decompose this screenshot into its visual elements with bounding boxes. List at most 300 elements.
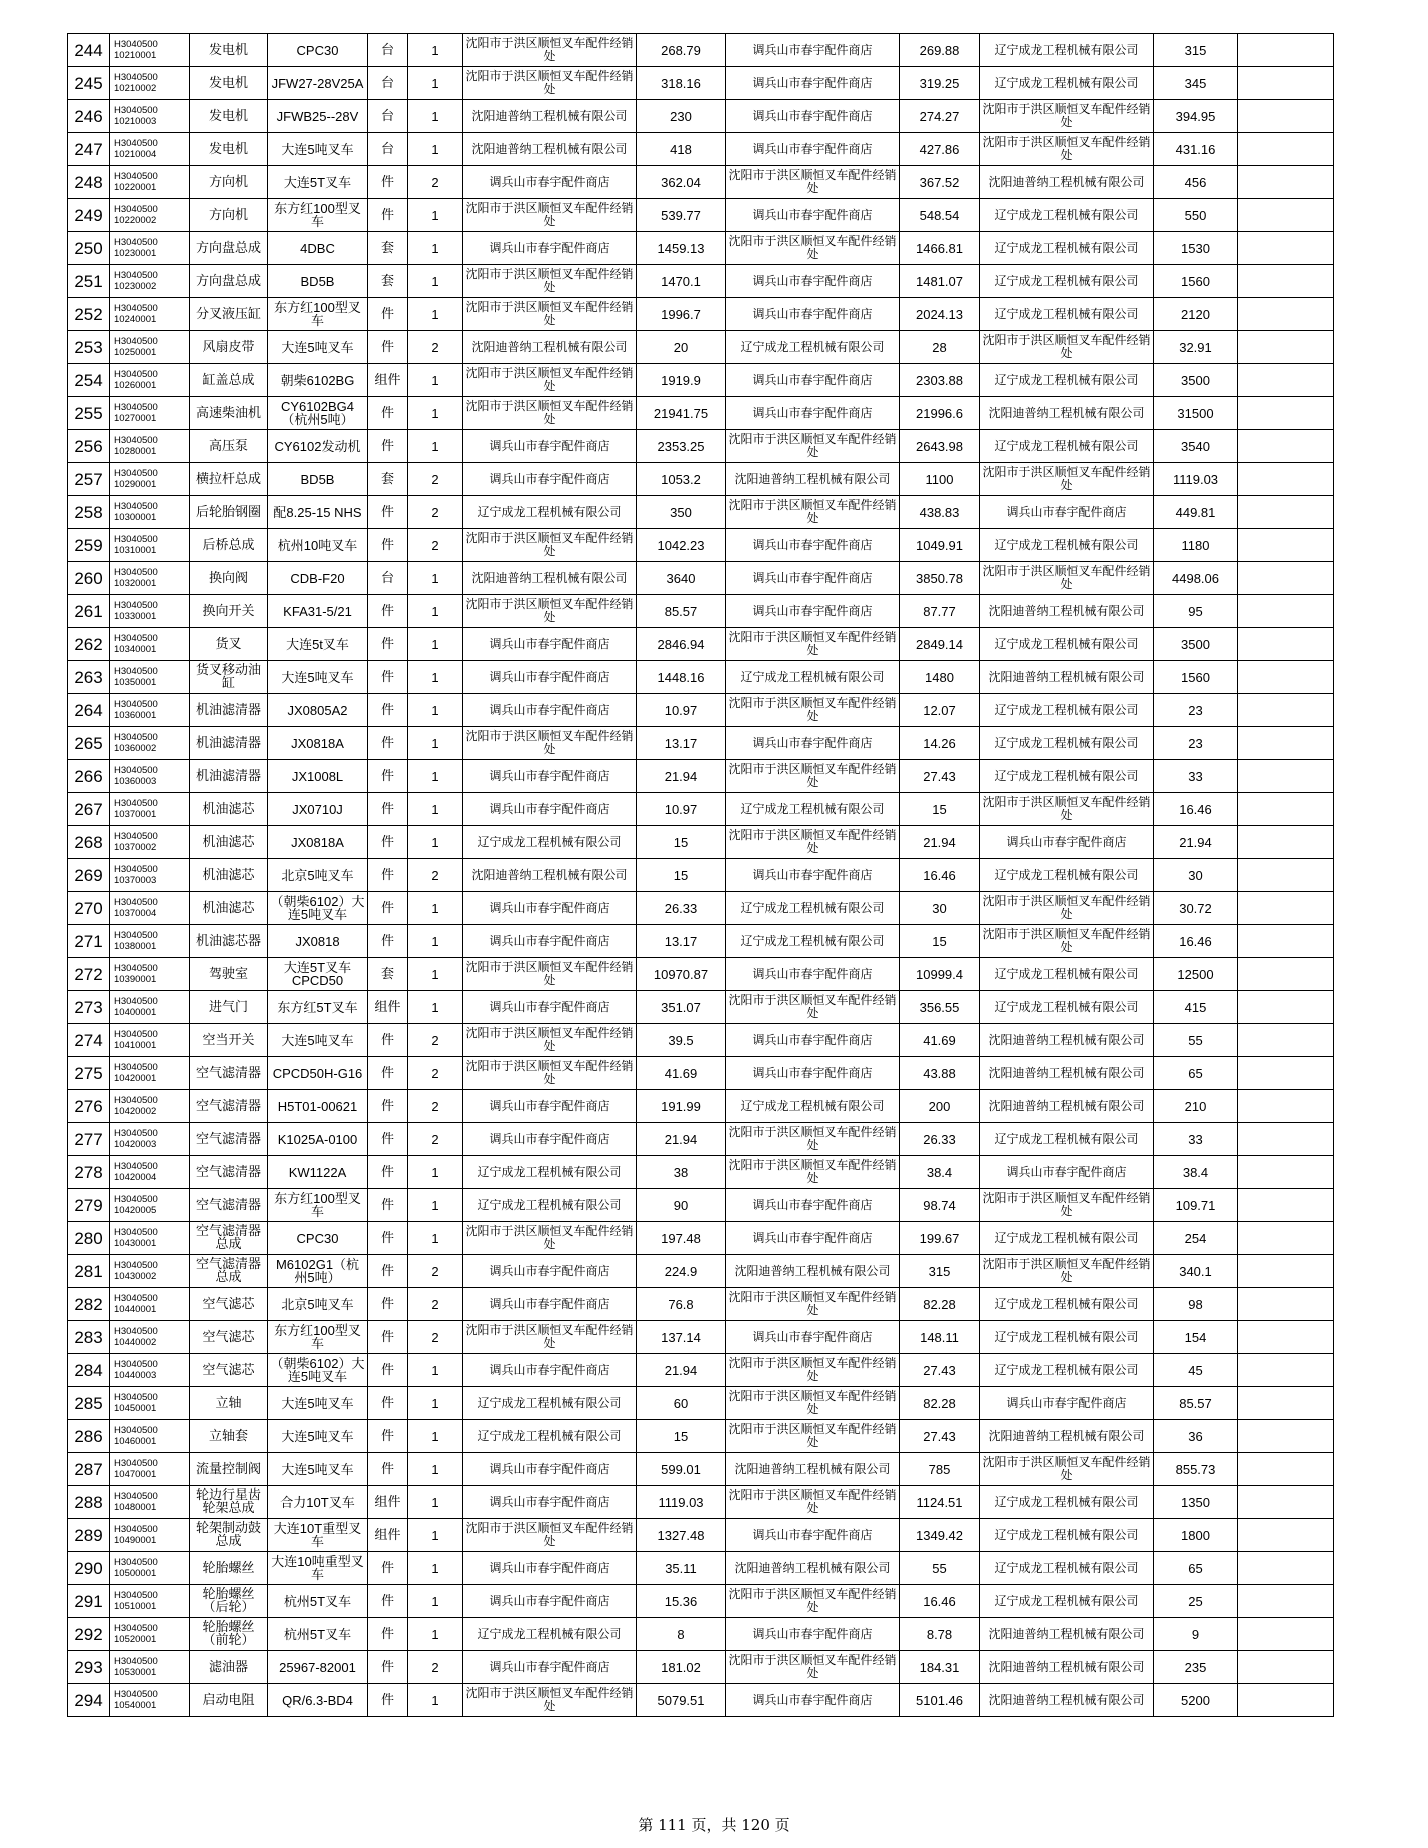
supplier-1-cell: 沈阳迪普纳工程机械有限公司 bbox=[463, 331, 637, 364]
item-name-cell: 空气滤清器 bbox=[190, 1156, 268, 1189]
supplier-1-cell: 辽宁成龙工程机械有限公司 bbox=[463, 826, 637, 859]
price-3-cell: 550 bbox=[1154, 199, 1238, 232]
row-number-cell: 286 bbox=[68, 1420, 110, 1453]
material-code-cell: H3040500 10500001 bbox=[110, 1552, 190, 1585]
supplier-2-cell: 调兵山市春宇配件商店 bbox=[726, 595, 900, 628]
supplier-2-cell: 调兵山市春宇配件商店 bbox=[726, 859, 900, 892]
supplier-3-cell: 沈阳迪普纳工程机械有限公司 bbox=[980, 1651, 1154, 1684]
price-1-cell: 85.57 bbox=[637, 595, 726, 628]
supplier-1-cell: 调兵山市春宇配件商店 bbox=[463, 1486, 637, 1519]
supplier-2-cell: 调兵山市春宇配件商店 bbox=[726, 364, 900, 397]
price-2-cell: 148.11 bbox=[900, 1321, 980, 1354]
unit-cell: 件 bbox=[368, 496, 408, 529]
material-code-cell: H3040500 10360001 bbox=[110, 694, 190, 727]
row-number-cell: 266 bbox=[68, 760, 110, 793]
price-1-cell: 15 bbox=[637, 859, 726, 892]
supplier-2-cell: 调兵山市春宇配件商店 bbox=[726, 1618, 900, 1651]
supplier-1-cell: 调兵山市春宇配件商店 bbox=[463, 991, 637, 1024]
price-3-cell: 65 bbox=[1154, 1552, 1238, 1585]
supplier-1-cell: 沈阳迪普纳工程机械有限公司 bbox=[463, 859, 637, 892]
row-number-cell: 255 bbox=[68, 397, 110, 430]
supplier-1-cell: 沈阳市于洪区顺恒叉车配件经销处 bbox=[463, 397, 637, 430]
material-code-cell: H3040500 10440003 bbox=[110, 1354, 190, 1387]
table-row bbox=[68, 793, 1334, 826]
supplier-2-cell: 调兵山市春宇配件商店 bbox=[726, 727, 900, 760]
material-code-cell: H3040500 10210001 bbox=[110, 34, 190, 67]
quantity-cell: 1 bbox=[408, 1354, 463, 1387]
supplier-3-cell: 沈阳市于洪区顺恒叉车配件经销处 bbox=[980, 1255, 1154, 1288]
remarks-cell bbox=[1238, 397, 1334, 430]
price-1-cell: 21.94 bbox=[637, 1123, 726, 1156]
remarks-cell bbox=[1238, 694, 1334, 727]
price-1-cell: 1996.7 bbox=[637, 298, 726, 331]
remarks-cell bbox=[1238, 1453, 1334, 1486]
price-2-cell: 55 bbox=[900, 1552, 980, 1585]
item-name-cell: 发电机 bbox=[190, 100, 268, 133]
remarks-cell bbox=[1238, 232, 1334, 265]
table-row bbox=[68, 628, 1334, 661]
item-name-cell: 机油滤芯 bbox=[190, 793, 268, 826]
table-row bbox=[68, 1156, 1334, 1189]
material-code-cell: H3040500 10400001 bbox=[110, 991, 190, 1024]
row-number-cell: 284 bbox=[68, 1354, 110, 1387]
row-number-cell: 283 bbox=[68, 1321, 110, 1354]
supplier-2-cell: 沈阳市于洪区顺恒叉车配件经销处 bbox=[726, 1585, 900, 1618]
item-name-cell: 启动电阻 bbox=[190, 1684, 268, 1717]
price-1-cell: 1042.23 bbox=[637, 529, 726, 562]
item-spec-cell: CY6102发动机 bbox=[268, 430, 368, 463]
item-name-cell: 高速柴油机 bbox=[190, 397, 268, 430]
unit-cell: 件 bbox=[368, 529, 408, 562]
unit-cell: 套 bbox=[368, 958, 408, 991]
price-3-cell: 235 bbox=[1154, 1651, 1238, 1684]
price-1-cell: 60 bbox=[637, 1387, 726, 1420]
price-1-cell: 21.94 bbox=[637, 1354, 726, 1387]
supplier-3-cell: 辽宁成龙工程机械有限公司 bbox=[980, 1585, 1154, 1618]
unit-cell: 件 bbox=[368, 892, 408, 925]
table-row bbox=[68, 1519, 1334, 1552]
price-1-cell: 2353.25 bbox=[637, 430, 726, 463]
item-spec-cell: QR/6.3-BD4 bbox=[268, 1684, 368, 1717]
supplier-3-cell: 沈阳市于洪区顺恒叉车配件经销处 bbox=[980, 793, 1154, 826]
unit-cell: 件 bbox=[368, 199, 408, 232]
unit-cell: 件 bbox=[368, 1354, 408, 1387]
remarks-cell bbox=[1238, 1486, 1334, 1519]
material-code-cell: H3040500 10300001 bbox=[110, 496, 190, 529]
table-row bbox=[68, 463, 1334, 496]
supplier-2-cell: 调兵山市春宇配件商店 bbox=[726, 199, 900, 232]
quantity-cell: 1 bbox=[408, 1684, 463, 1717]
unit-cell: 组件 bbox=[368, 991, 408, 1024]
unit-cell: 台 bbox=[368, 133, 408, 166]
price-1-cell: 268.79 bbox=[637, 34, 726, 67]
supplier-1-cell: 沈阳迪普纳工程机械有限公司 bbox=[463, 100, 637, 133]
price-3-cell: 36 bbox=[1154, 1420, 1238, 1453]
unit-cell: 件 bbox=[368, 859, 408, 892]
price-3-cell: 1560 bbox=[1154, 265, 1238, 298]
item-name-cell: 后桥总成 bbox=[190, 529, 268, 562]
price-2-cell: 184.31 bbox=[900, 1651, 980, 1684]
price-2-cell: 21.94 bbox=[900, 826, 980, 859]
row-number-cell: 261 bbox=[68, 595, 110, 628]
unit-cell: 件 bbox=[368, 1387, 408, 1420]
remarks-cell bbox=[1238, 364, 1334, 397]
material-code-cell: H3040500 10540001 bbox=[110, 1684, 190, 1717]
price-1-cell: 1470.1 bbox=[637, 265, 726, 298]
supplier-3-cell: 沈阳迪普纳工程机械有限公司 bbox=[980, 1024, 1154, 1057]
item-name-cell: 进气门 bbox=[190, 991, 268, 1024]
supplier-1-cell: 调兵山市春宇配件商店 bbox=[463, 166, 637, 199]
table-row bbox=[68, 265, 1334, 298]
material-code-cell: H3040500 10290001 bbox=[110, 463, 190, 496]
price-1-cell: 318.16 bbox=[637, 67, 726, 100]
item-spec-cell: 大连5吨叉车 bbox=[268, 1387, 368, 1420]
price-2-cell: 12.07 bbox=[900, 694, 980, 727]
price-1-cell: 5079.51 bbox=[637, 1684, 726, 1717]
price-3-cell: 340.1 bbox=[1154, 1255, 1238, 1288]
item-spec-cell: 大连10T重型叉车 bbox=[268, 1519, 368, 1552]
quantity-cell: 1 bbox=[408, 562, 463, 595]
supplier-1-cell: 调兵山市春宇配件商店 bbox=[463, 925, 637, 958]
row-number-cell: 258 bbox=[68, 496, 110, 529]
supplier-3-cell: 辽宁成龙工程机械有限公司 bbox=[980, 760, 1154, 793]
item-spec-cell: 大连5吨叉车 bbox=[268, 1453, 368, 1486]
supplier-3-cell: 辽宁成龙工程机械有限公司 bbox=[980, 694, 1154, 727]
supplier-1-cell: 调兵山市春宇配件商店 bbox=[463, 661, 637, 694]
table-row bbox=[68, 529, 1334, 562]
supplier-2-cell: 沈阳市于洪区顺恒叉车配件经销处 bbox=[726, 991, 900, 1024]
price-3-cell: 33 bbox=[1154, 1123, 1238, 1156]
unit-cell: 件 bbox=[368, 826, 408, 859]
item-spec-cell: 大连5T叉车CPCD50 bbox=[268, 958, 368, 991]
supplier-2-cell: 调兵山市春宇配件商店 bbox=[726, 1684, 900, 1717]
supplier-3-cell: 辽宁成龙工程机械有限公司 bbox=[980, 430, 1154, 463]
supplier-1-cell: 调兵山市春宇配件商店 bbox=[463, 1090, 637, 1123]
price-1-cell: 3640 bbox=[637, 562, 726, 595]
supplier-3-cell: 沈阳市于洪区顺恒叉车配件经销处 bbox=[980, 925, 1154, 958]
price-3-cell: 1560 bbox=[1154, 661, 1238, 694]
row-number-cell: 267 bbox=[68, 793, 110, 826]
quantity-cell: 1 bbox=[408, 1156, 463, 1189]
price-3-cell: 345 bbox=[1154, 67, 1238, 100]
row-number-cell: 256 bbox=[68, 430, 110, 463]
table-row bbox=[68, 991, 1334, 1024]
row-number-cell: 262 bbox=[68, 628, 110, 661]
table-body bbox=[68, 34, 1334, 1717]
quantity-cell: 1 bbox=[408, 694, 463, 727]
row-number-cell: 275 bbox=[68, 1057, 110, 1090]
table-row bbox=[68, 1354, 1334, 1387]
supplier-3-cell: 辽宁成龙工程机械有限公司 bbox=[980, 232, 1154, 265]
price-2-cell: 16.46 bbox=[900, 859, 980, 892]
supplier-2-cell: 沈阳市于洪区顺恒叉车配件经销处 bbox=[726, 166, 900, 199]
quantity-cell: 1 bbox=[408, 1519, 463, 1552]
row-number-cell: 287 bbox=[68, 1453, 110, 1486]
price-1-cell: 539.77 bbox=[637, 199, 726, 232]
page-footer: 第 111 页，共 120 页 bbox=[638, 1816, 790, 1834]
item-spec-cell: 北京5吨叉车 bbox=[268, 859, 368, 892]
material-code-cell: H3040500 10520001 bbox=[110, 1618, 190, 1651]
remarks-cell bbox=[1238, 661, 1334, 694]
supplier-1-cell: 调兵山市春宇配件商店 bbox=[463, 1123, 637, 1156]
supplier-1-cell: 沈阳市于洪区顺恒叉车配件经销处 bbox=[463, 1519, 637, 1552]
item-spec-cell: 合力10T叉车 bbox=[268, 1486, 368, 1519]
quantity-cell: 1 bbox=[408, 1453, 463, 1486]
material-code-cell: H3040500 10450001 bbox=[110, 1387, 190, 1420]
supplier-1-cell: 调兵山市春宇配件商店 bbox=[463, 232, 637, 265]
price-2-cell: 3850.78 bbox=[900, 562, 980, 595]
unit-cell: 套 bbox=[368, 265, 408, 298]
price-2-cell: 8.78 bbox=[900, 1618, 980, 1651]
supplier-1-cell: 辽宁成龙工程机械有限公司 bbox=[463, 1156, 637, 1189]
table-row bbox=[68, 232, 1334, 265]
supplier-1-cell: 沈阳市于洪区顺恒叉车配件经销处 bbox=[463, 1024, 637, 1057]
supplier-2-cell: 辽宁成龙工程机械有限公司 bbox=[726, 793, 900, 826]
supplier-2-cell: 沈阳市于洪区顺恒叉车配件经销处 bbox=[726, 1651, 900, 1684]
table-row bbox=[68, 1552, 1334, 1585]
remarks-cell bbox=[1238, 628, 1334, 661]
remarks-cell bbox=[1238, 463, 1334, 496]
price-3-cell: 30 bbox=[1154, 859, 1238, 892]
price-1-cell: 20 bbox=[637, 331, 726, 364]
row-number-cell: 246 bbox=[68, 100, 110, 133]
item-spec-cell: 4DBC bbox=[268, 232, 368, 265]
row-number-cell: 292 bbox=[68, 1618, 110, 1651]
supplier-1-cell: 沈阳市于洪区顺恒叉车配件经销处 bbox=[463, 595, 637, 628]
price-2-cell: 2024.13 bbox=[900, 298, 980, 331]
remarks-cell bbox=[1238, 430, 1334, 463]
supplier-2-cell: 沈阳市于洪区顺恒叉车配件经销处 bbox=[726, 1420, 900, 1453]
row-number-cell: 244 bbox=[68, 34, 110, 67]
item-name-cell: 方向盘总成 bbox=[190, 232, 268, 265]
unit-cell: 套 bbox=[368, 463, 408, 496]
item-name-cell: 机油滤清器 bbox=[190, 727, 268, 760]
remarks-cell bbox=[1238, 1585, 1334, 1618]
quantity-cell: 1 bbox=[408, 1585, 463, 1618]
price-1-cell: 599.01 bbox=[637, 1453, 726, 1486]
material-code-cell: H3040500 10370004 bbox=[110, 892, 190, 925]
supplier-2-cell: 沈阳市于洪区顺恒叉车配件经销处 bbox=[726, 430, 900, 463]
price-1-cell: 35.11 bbox=[637, 1552, 726, 1585]
price-2-cell: 26.33 bbox=[900, 1123, 980, 1156]
quantity-cell: 1 bbox=[408, 1420, 463, 1453]
item-name-cell: 机油滤清器 bbox=[190, 760, 268, 793]
supplier-2-cell: 调兵山市春宇配件商店 bbox=[726, 1057, 900, 1090]
price-2-cell: 87.77 bbox=[900, 595, 980, 628]
material-code-cell: H3040500 10320001 bbox=[110, 562, 190, 595]
item-name-cell: 轮架制动鼓总成 bbox=[190, 1519, 268, 1552]
price-2-cell: 14.26 bbox=[900, 727, 980, 760]
quantity-cell: 2 bbox=[408, 529, 463, 562]
price-1-cell: 90 bbox=[637, 1189, 726, 1222]
remarks-cell bbox=[1238, 1420, 1334, 1453]
price-2-cell: 27.43 bbox=[900, 1354, 980, 1387]
unit-cell: 台 bbox=[368, 100, 408, 133]
unit-cell: 件 bbox=[368, 628, 408, 661]
table-row bbox=[68, 1321, 1334, 1354]
remarks-cell bbox=[1238, 1684, 1334, 1717]
unit-cell: 件 bbox=[368, 727, 408, 760]
price-1-cell: 10.97 bbox=[637, 793, 726, 826]
table-row bbox=[68, 166, 1334, 199]
price-1-cell: 10970.87 bbox=[637, 958, 726, 991]
unit-cell: 件 bbox=[368, 661, 408, 694]
row-number-cell: 257 bbox=[68, 463, 110, 496]
price-1-cell: 1459.13 bbox=[637, 232, 726, 265]
row-number-cell: 259 bbox=[68, 529, 110, 562]
supplier-3-cell: 沈阳迪普纳工程机械有限公司 bbox=[980, 595, 1154, 628]
price-2-cell: 1481.07 bbox=[900, 265, 980, 298]
supplier-3-cell: 调兵山市春宇配件商店 bbox=[980, 1387, 1154, 1420]
price-1-cell: 1053.2 bbox=[637, 463, 726, 496]
supplier-1-cell: 辽宁成龙工程机械有限公司 bbox=[463, 1387, 637, 1420]
row-number-cell: 288 bbox=[68, 1486, 110, 1519]
remarks-cell bbox=[1238, 1123, 1334, 1156]
price-3-cell: 456 bbox=[1154, 166, 1238, 199]
table-row bbox=[68, 67, 1334, 100]
unit-cell: 组件 bbox=[368, 1519, 408, 1552]
unit-cell: 件 bbox=[368, 1651, 408, 1684]
supplier-2-cell: 沈阳市于洪区顺恒叉车配件经销处 bbox=[726, 826, 900, 859]
material-code-cell: H3040500 10430001 bbox=[110, 1222, 190, 1255]
row-number-cell: 260 bbox=[68, 562, 110, 595]
supplier-2-cell: 调兵山市春宇配件商店 bbox=[726, 67, 900, 100]
price-3-cell: 394.95 bbox=[1154, 100, 1238, 133]
supplier-3-cell: 辽宁成龙工程机械有限公司 bbox=[980, 1123, 1154, 1156]
table-row bbox=[68, 1684, 1334, 1717]
quantity-cell: 1 bbox=[408, 199, 463, 232]
row-number-cell: 278 bbox=[68, 1156, 110, 1189]
material-code-cell: H3040500 10340001 bbox=[110, 628, 190, 661]
item-spec-cell: 东方红100型叉车 bbox=[268, 199, 368, 232]
item-spec-cell: KFA31-5/21 bbox=[268, 595, 368, 628]
item-name-cell: 缸盖总成 bbox=[190, 364, 268, 397]
item-name-cell: 换向开关 bbox=[190, 595, 268, 628]
table-row bbox=[68, 661, 1334, 694]
unit-cell: 件 bbox=[368, 1684, 408, 1717]
table-row bbox=[68, 760, 1334, 793]
supplier-3-cell: 辽宁成龙工程机械有限公司 bbox=[980, 529, 1154, 562]
supplier-3-cell: 沈阳迪普纳工程机械有限公司 bbox=[980, 661, 1154, 694]
remarks-cell bbox=[1238, 133, 1334, 166]
item-name-cell: 驾驶室 bbox=[190, 958, 268, 991]
supplier-2-cell: 沈阳市于洪区顺恒叉车配件经销处 bbox=[726, 628, 900, 661]
quantity-cell: 2 bbox=[408, 1123, 463, 1156]
price-1-cell: 38 bbox=[637, 1156, 726, 1189]
price-1-cell: 2846.94 bbox=[637, 628, 726, 661]
quantity-cell: 1 bbox=[408, 1189, 463, 1222]
item-spec-cell: 大连5吨叉车 bbox=[268, 331, 368, 364]
supplier-3-cell: 沈阳市于洪区顺恒叉车配件经销处 bbox=[980, 133, 1154, 166]
supplier-3-cell: 辽宁成龙工程机械有限公司 bbox=[980, 1354, 1154, 1387]
quantity-cell: 1 bbox=[408, 34, 463, 67]
material-code-cell: H3040500 10220002 bbox=[110, 199, 190, 232]
quantity-cell: 2 bbox=[408, 1090, 463, 1123]
supplier-2-cell: 调兵山市春宇配件商店 bbox=[726, 562, 900, 595]
price-1-cell: 1327.48 bbox=[637, 1519, 726, 1552]
price-3-cell: 431.16 bbox=[1154, 133, 1238, 166]
supplier-1-cell: 沈阳市于洪区顺恒叉车配件经销处 bbox=[463, 34, 637, 67]
quantity-cell: 1 bbox=[408, 67, 463, 100]
item-spec-cell: JX0710J bbox=[268, 793, 368, 826]
price-1-cell: 224.9 bbox=[637, 1255, 726, 1288]
item-name-cell: 空气滤芯 bbox=[190, 1354, 268, 1387]
row-number-cell: 269 bbox=[68, 859, 110, 892]
supplier-1-cell: 沈阳市于洪区顺恒叉车配件经销处 bbox=[463, 298, 637, 331]
supplier-3-cell: 沈阳迪普纳工程机械有限公司 bbox=[980, 1420, 1154, 1453]
material-code-cell: H3040500 10370003 bbox=[110, 859, 190, 892]
table-row bbox=[68, 1123, 1334, 1156]
item-name-cell: 方向机 bbox=[190, 199, 268, 232]
remarks-cell bbox=[1238, 1288, 1334, 1321]
table-row bbox=[68, 1222, 1334, 1255]
supplier-3-cell: 辽宁成龙工程机械有限公司 bbox=[980, 1486, 1154, 1519]
item-name-cell: 发电机 bbox=[190, 34, 268, 67]
quantity-cell: 1 bbox=[408, 991, 463, 1024]
item-name-cell: 滤油器 bbox=[190, 1651, 268, 1684]
supplier-2-cell: 沈阳市于洪区顺恒叉车配件经销处 bbox=[726, 232, 900, 265]
remarks-cell bbox=[1238, 991, 1334, 1024]
supplier-1-cell: 沈阳迪普纳工程机械有限公司 bbox=[463, 133, 637, 166]
item-spec-cell: JX0818 bbox=[268, 925, 368, 958]
price-2-cell: 367.52 bbox=[900, 166, 980, 199]
item-spec-cell: 杭州5T叉车 bbox=[268, 1618, 368, 1651]
unit-cell: 件 bbox=[368, 1552, 408, 1585]
unit-cell: 件 bbox=[368, 298, 408, 331]
price-3-cell: 21.94 bbox=[1154, 826, 1238, 859]
item-name-cell: 机油滤清器 bbox=[190, 694, 268, 727]
price-2-cell: 30 bbox=[900, 892, 980, 925]
unit-cell: 件 bbox=[368, 1453, 408, 1486]
remarks-cell bbox=[1238, 1090, 1334, 1123]
price-1-cell: 197.48 bbox=[637, 1222, 726, 1255]
price-3-cell: 3500 bbox=[1154, 364, 1238, 397]
price-3-cell: 85.57 bbox=[1154, 1387, 1238, 1420]
supplier-3-cell: 沈阳迪普纳工程机械有限公司 bbox=[980, 397, 1154, 430]
row-number-cell: 272 bbox=[68, 958, 110, 991]
remarks-cell bbox=[1238, 1354, 1334, 1387]
row-number-cell: 291 bbox=[68, 1585, 110, 1618]
item-spec-cell: KW1122A bbox=[268, 1156, 368, 1189]
table-row bbox=[68, 1420, 1334, 1453]
quantity-cell: 1 bbox=[408, 364, 463, 397]
item-spec-cell: 东方红100型叉车 bbox=[268, 298, 368, 331]
quantity-cell: 2 bbox=[408, 1024, 463, 1057]
supplier-1-cell: 沈阳市于洪区顺恒叉车配件经销处 bbox=[463, 1057, 637, 1090]
supplier-3-cell: 辽宁成龙工程机械有限公司 bbox=[980, 67, 1154, 100]
remarks-cell bbox=[1238, 1057, 1334, 1090]
supplier-3-cell: 辽宁成龙工程机械有限公司 bbox=[980, 991, 1154, 1024]
quantity-cell: 2 bbox=[408, 1255, 463, 1288]
price-3-cell: 16.46 bbox=[1154, 793, 1238, 826]
item-spec-cell: 东方红100型叉车 bbox=[268, 1321, 368, 1354]
price-1-cell: 21.94 bbox=[637, 760, 726, 793]
remarks-cell bbox=[1238, 1618, 1334, 1651]
table-row bbox=[68, 859, 1334, 892]
supplier-1-cell: 调兵山市春宇配件商店 bbox=[463, 892, 637, 925]
material-code-cell: H3040500 10330001 bbox=[110, 595, 190, 628]
unit-cell: 件 bbox=[368, 1222, 408, 1255]
price-3-cell: 1180 bbox=[1154, 529, 1238, 562]
price-2-cell: 356.55 bbox=[900, 991, 980, 1024]
unit-cell: 件 bbox=[368, 694, 408, 727]
row-number-cell: 285 bbox=[68, 1387, 110, 1420]
price-2-cell: 1100 bbox=[900, 463, 980, 496]
supplier-3-cell: 沈阳市于洪区顺恒叉车配件经销处 bbox=[980, 1189, 1154, 1222]
item-name-cell: 货叉 bbox=[190, 628, 268, 661]
price-3-cell: 315 bbox=[1154, 34, 1238, 67]
price-1-cell: 191.99 bbox=[637, 1090, 726, 1123]
